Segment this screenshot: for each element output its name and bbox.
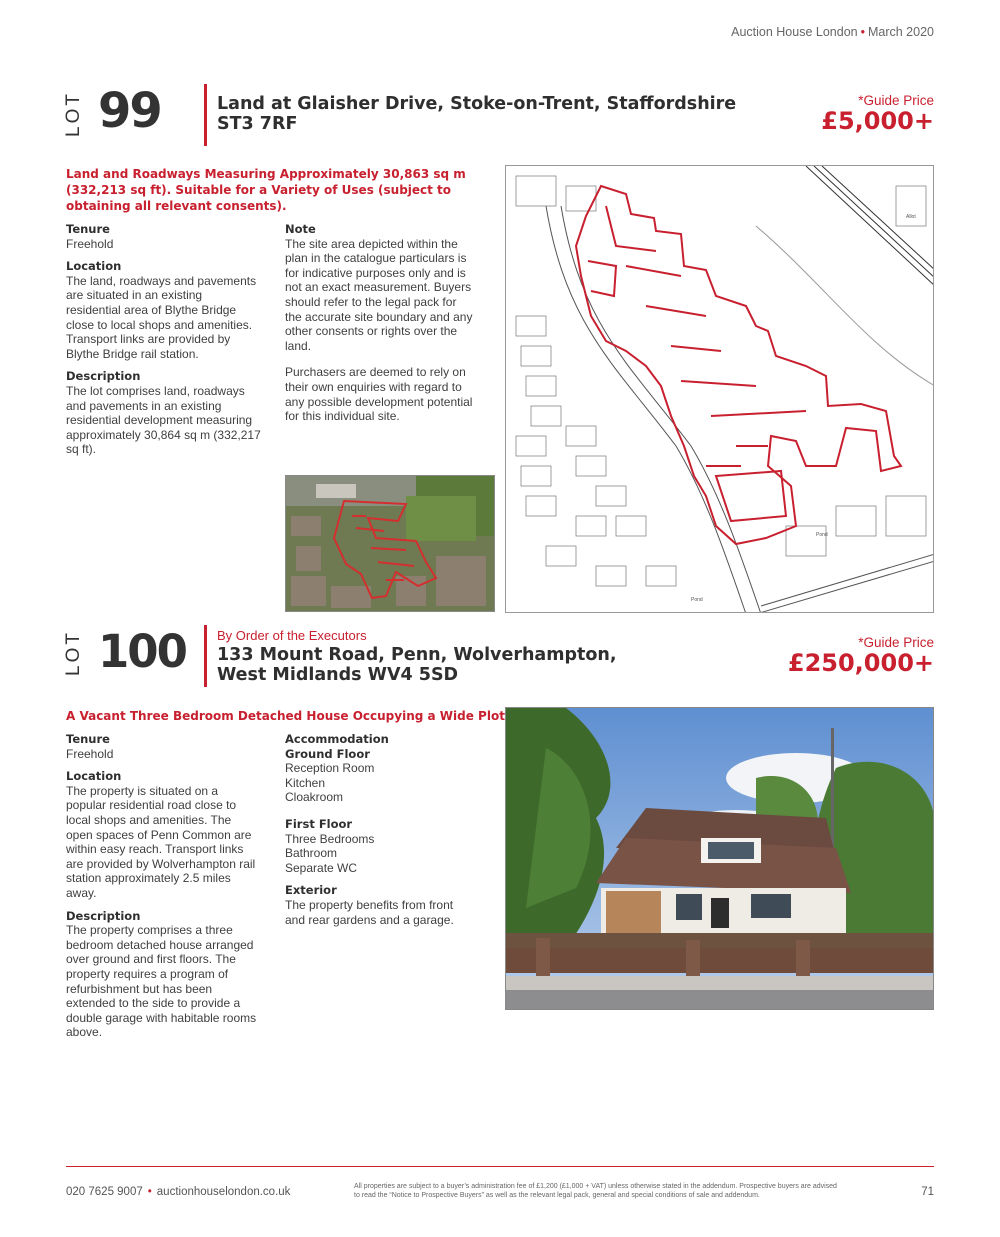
tenure-value: Freehold: [66, 746, 114, 761]
lot-100-title-line2: West Midlands WV4 5SD: [217, 665, 459, 685]
ground-floor-heading: Ground Floor: [285, 746, 370, 761]
footer-contact: [66, 1186, 290, 1198]
description-line: The property comprises a three: [66, 923, 233, 938]
lot-99-guide-label: *Guide Price: [858, 93, 934, 108]
location-line: within easy reach. Transport links: [66, 842, 244, 857]
note-line: for indicative purposes only and is: [285, 265, 466, 280]
lot-99-title-line2: ST3 7RF: [217, 114, 298, 134]
note-line: not an exact measurement. Buyers: [285, 280, 472, 295]
svg-text:Allot: Allot: [906, 214, 916, 220]
lot-99-headline: [66, 166, 496, 214]
tenure-heading: Tenure: [66, 222, 110, 236]
svg-text:Pond: Pond: [816, 532, 828, 538]
separator-dot: •: [147, 1186, 152, 1198]
note-line: plan in the catalogue particulars is: [285, 251, 467, 266]
exterior-line: and rear gardens and a garage.: [285, 912, 454, 927]
location-line: local shops and amenities. The: [66, 812, 232, 827]
lot-99-number: 99: [98, 83, 161, 139]
accommodation-heading: Accommodation: [285, 732, 389, 746]
lot-100-guide-label: *Guide Price: [858, 635, 934, 650]
location-line: are provided by Wolverhampton rail: [66, 856, 256, 871]
disclaimer-line: All properties are subject to a buyer’s administration fee of £1,200 (£1,000 + VAT) unless otherwise stated in the addendum. Prospective buyers are advised: [354, 1183, 837, 1190]
publisher-name: Auction House London: [731, 25, 858, 39]
description-line: above.: [66, 1025, 103, 1040]
note-line: any possible development potential: [285, 394, 473, 409]
description-line: The lot comprises land, roadways: [66, 383, 245, 398]
description-line: approximately 30,864 sq m (332,217: [66, 427, 261, 442]
tenure-heading: Tenure: [66, 732, 110, 746]
house-photo: [505, 707, 934, 1010]
footer-rule: [66, 1166, 934, 1167]
page-number: 71: [921, 1186, 934, 1198]
lot-100-left-column: [66, 732, 278, 1040]
note-line: land.: [285, 338, 312, 353]
room-item: Separate WC: [285, 860, 358, 875]
first-floor-heading: First Floor: [285, 816, 353, 831]
note-line: The site area depicted within the: [285, 236, 458, 251]
note-line: their own enquiries with regard to: [285, 379, 462, 394]
lot-100-label: LOT: [63, 630, 84, 676]
footer-website[interactable]: auctionhouselondon.co.uk: [156, 1186, 291, 1198]
description-line: residential development measuring: [66, 413, 253, 428]
lot-100-accent-bar: [204, 625, 207, 687]
svg-text:Pond: Pond: [691, 597, 703, 603]
description-line: sq ft).: [66, 442, 97, 457]
separator-dot: •: [860, 25, 865, 39]
location-line: are situated in an existing: [66, 288, 203, 303]
page-header: [731, 25, 934, 39]
description-line: property requires a program of: [66, 966, 229, 981]
location-line: station approximately 2.5 miles: [66, 871, 231, 886]
lot-100-right-column: [285, 732, 497, 927]
description-line: extended to the side to provide a: [66, 996, 241, 1011]
footer-phone[interactable]: 020 7625 9007: [66, 1186, 143, 1198]
lot-99-headline-line3: obtaining all relevant consents).: [66, 199, 287, 213]
exterior-heading: Exterior: [285, 883, 337, 898]
note-line: should refer to the legal pack for: [285, 294, 457, 309]
description-line: bedroom detached house arranged: [66, 937, 254, 952]
lot-99-left-column: [66, 222, 278, 457]
disclaimer-line: to read the “Notice to Prospective Buyers” as well as the relevant legal pack, general and special conditions of sale and addendum.: [354, 1191, 760, 1199]
note-line: Purchasers are deemed to rely on: [285, 365, 466, 380]
footer-disclaimer: [354, 1183, 854, 1200]
location-line: popular residential road close to: [66, 798, 237, 813]
tenure-value: Freehold: [66, 236, 114, 251]
lot-100-pre-title: By Order of the Executors: [217, 628, 367, 643]
lot-99-label: LOT: [63, 91, 84, 137]
location-line: open spaces of Penn Common are: [66, 827, 252, 842]
room-item: Three Bedrooms: [285, 831, 375, 846]
note-heading: Note: [285, 222, 316, 236]
location-line: Blythe Bridge rail station.: [66, 346, 199, 361]
location-line: The property is situated on a: [66, 783, 219, 798]
note-line: the accurate site boundary and any: [285, 309, 473, 324]
note-line: for this individual site.: [285, 409, 400, 424]
location-line: away.: [66, 885, 97, 900]
lot-100-price: £250,000+: [787, 649, 934, 677]
exterior-line: The property benefits from front: [285, 897, 454, 912]
lot-99-headline-line2: (332,213 sq ft). Suitable for a Variety of Uses (subject to: [66, 183, 452, 197]
lot-99-accent-bar: [204, 84, 207, 146]
location-line: close to local shops and amenities.: [66, 317, 253, 332]
room-item: Bathroom: [285, 846, 338, 861]
room-item: Cloakroom: [285, 790, 344, 805]
lot-99-title-line1: Land at Glaisher Drive, Stoke-on-Trent, Staffordshire: [217, 94, 737, 114]
issue-date: March 2020: [867, 25, 934, 39]
lot-100-title: [217, 645, 697, 685]
lot-100-number: 100: [98, 625, 186, 678]
description-heading: Description: [66, 369, 141, 384]
lot-100-headline: A Vacant Three Bedroom Detached House Occupying a Wide Plot: [66, 709, 505, 723]
lot-100-guide: [788, 635, 934, 676]
description-line: and pavements in an existing: [66, 398, 222, 413]
location-heading: Location: [66, 259, 122, 274]
room-item: Kitchen: [285, 775, 326, 790]
location-line: residential area of Blythe Bridge: [66, 302, 237, 317]
location-heading: Location: [66, 769, 122, 784]
location-line: Transport links are provided by: [66, 332, 231, 347]
description-line: over ground and first floors. The: [66, 952, 236, 967]
lot-99-title: [217, 94, 777, 134]
description-line: refurbishment but has been: [66, 981, 213, 996]
description-heading: Description: [66, 908, 141, 923]
location-line: The land, roadways and pavements: [66, 273, 257, 288]
lot-99-right-column: [285, 222, 497, 424]
room-item: Reception Room: [285, 761, 375, 776]
site-plan-map: [505, 165, 934, 613]
lot-99-headline-line1: Land and Roadways Measuring Approximately 30,863 sq m: [66, 167, 466, 181]
aerial-photo: [285, 475, 495, 612]
note-line: other consents or rights over the: [285, 324, 458, 339]
lot-99-guide: [821, 93, 934, 134]
lot-100-title-line1: 133 Mount Road, Penn, Wolverhampton,: [217, 645, 617, 665]
lot-99-price: £5,000+: [821, 107, 934, 135]
description-line: double garage with habitable rooms: [66, 1010, 257, 1025]
